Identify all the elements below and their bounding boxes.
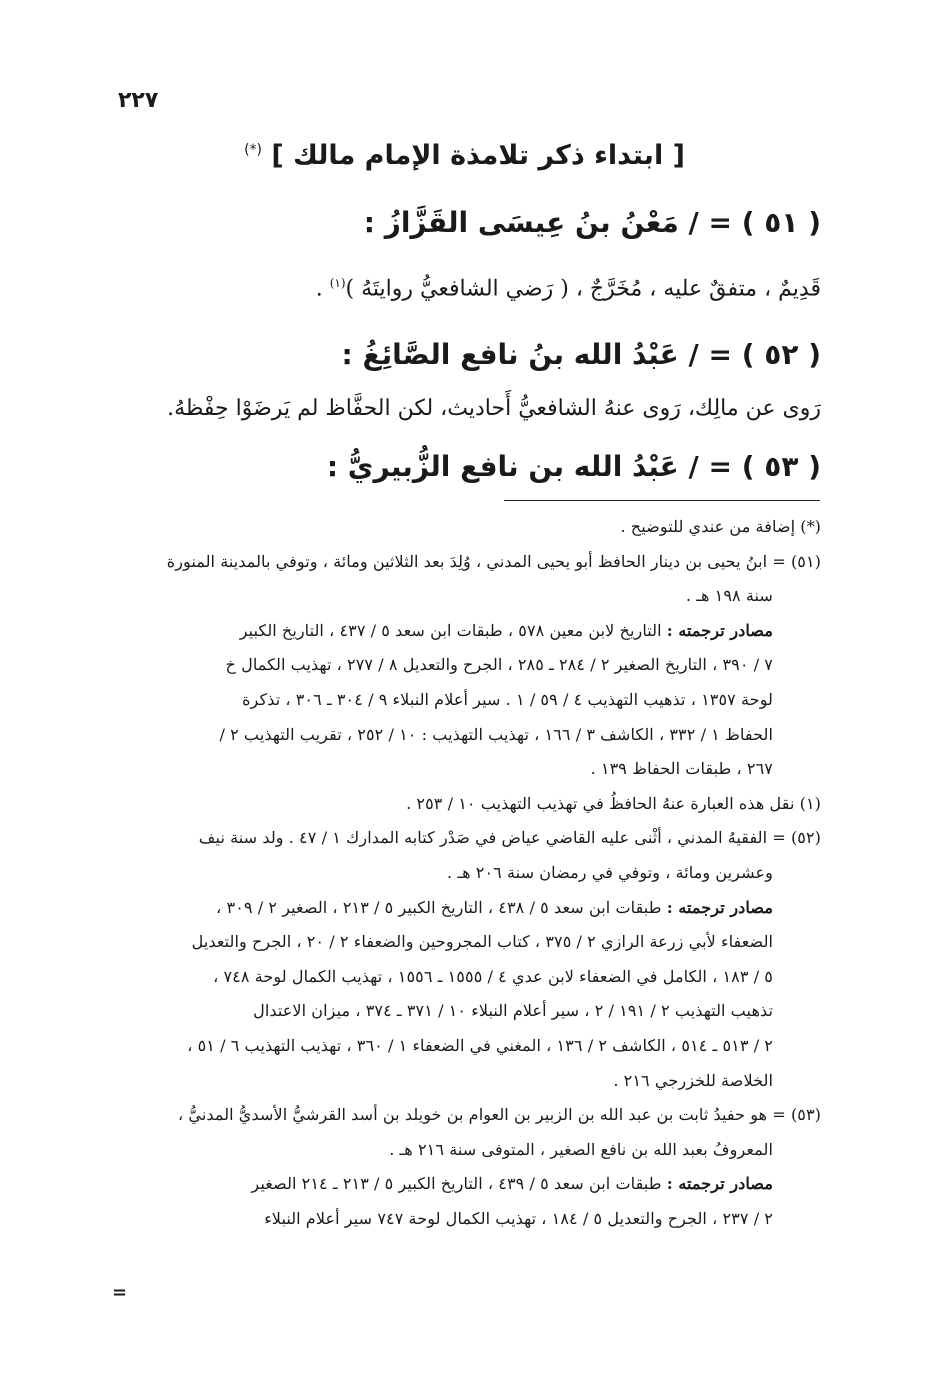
footnote-line: المعروفُ بعبد الله بن نافع الصغير ، المتوفى سنة ٢١٦ هـ . [389, 1139, 773, 1159]
sources-label: مصادر ترجمته : [666, 620, 773, 640]
footnote-line: الحفاظ ١ / ٣٣٢ ، الكاشف ٣ / ١٦٦ ، تهذيب التهذيب : ١٠ / ٢٥٢ ، تقريب التهذيب ٢ / [219, 724, 773, 744]
continuation-mark: = [112, 1282, 128, 1303]
footnote-line: تذهيب التهذيب ٢ / ١٩١ / ٢ ، سير أعلام النبلاء ١٠ / ٣٧١ ـ ٣٧٤ ، ميزان الاعتدال [253, 1001, 773, 1021]
footnote-line: (٥٣) = هو حفيدُ ثابت بن عبد الله بن الزبير بن العوام بن خويلد بن أسد القرشيُّ الأسديُّ المدنيُّ ، [178, 1105, 821, 1125]
entry-51-footnote-marker: (١) [329, 276, 346, 290]
entry-51-body-end: . [315, 276, 330, 302]
footnote-line: الضعفاء لأبي زرعة الرازي ٢ / ٣٧٥ ، كتاب المجروحين والضعفاء ٢ / ٢٠ ، الجرح والتعديل [191, 932, 773, 952]
footnote-line: الخلاصة للخزرجي ٢١٦ . [613, 1070, 773, 1090]
footnote-line: ٧ / ٣٩٠ ، التاريخ الصغير ٢ / ٢٨٤ ـ ٢٨٥ ، الجرح والتعديل ٨ / ٢٧٧ ، تهذيب الكمال خ [225, 655, 773, 675]
section-title [240, 140, 689, 171]
sources-label: مصادر ترجمته : [666, 897, 773, 917]
footnotes [138, 510, 821, 1236]
footnote-line: ٥ / ١٨٣ ، الكامل في الضعفاء لابن عدي ٤ / ١٥٥٥ ـ ١٥٥٦ ، تهذيب الكمال لوحة ٧٤٨ ، [213, 966, 773, 986]
entry-51-heading: ( ٥١ ) = / مَعْنُ بنُ عِيسَى القَزَّازُ : [363, 206, 821, 239]
footnote-line: ٢ / ٥١٣ ـ ٥١٤ ، الكاشف ٢ / ١٣٦ ، المغني في الضعفاء ١ / ٣٦٠ ، تهذيب التهذيب ٦ / ٥١ ، [187, 1035, 773, 1055]
entry-52-body: رَوى عن مالِك، رَوى عنهُ الشافعيُّ أَحاديث، لكن الحفَّاظ لم يَرضَوْا حِفْظهُ. [167, 396, 821, 421]
section-title-note-marker: (*) [244, 142, 262, 158]
footnote-line: (*) إضافة من عندي للتوضيح . [620, 517, 821, 536]
entry-53-heading: ( ٥٣ ) = / عَبْدُ الله بن نافع الزُّبيريُّ : [326, 450, 821, 483]
footnote-line: وعشرين ومائة ، وتوفي في رمضان سنة ٢٠٦ هـ . [447, 862, 773, 882]
entry-52-heading: ( ٥٢ ) = / عَبْدُ الله بنُ نافع الصَّائِغُ : [341, 338, 821, 371]
footnote-line: مصادر ترجمته : طبقات ابن سعد ٥ / ٤٣٩ ، التاريخ الكبير ٥ / ٢١٣ ـ ٢١٤ الصغير [251, 1174, 773, 1194]
entry-51-body [120, 276, 821, 301]
footnote-line: لوحة ١٣٥٧ ، تذهيب التهذيب ٤ / ٥٩ / ١ . سير أعلام النبلاء ٩ / ٣٠٤ ـ ٣٠٦ ، تذكرة [242, 689, 773, 709]
footnote-line: مصادر ترجمته : التاريخ لابن معين ٥٧٨ ، طبقات ابن سعد ٥ / ٤٣٧ ، التاريخ الكبير [239, 620, 773, 640]
footnote-line: (٥١) = ابنُ يحيى بن دينار الحافظ أبو يحيى المدني ، وُلِدَ بعد الثلاثين ومائة ، وتوفي بالمدينة المنورة [166, 551, 821, 571]
footnote-line: سنة ١٩٨ هـ . [685, 586, 773, 606]
footnote-line: مصادر ترجمته : طبقات ابن سعد ٥ / ٤٣٨ ، التاريخ الكبير ٥ / ٢١٣ ، الصغير ٢ / ٣٠٩ ، [216, 897, 773, 917]
footnote-line: ٢ / ٢٣٧ ، الجرح والتعديل ٥ / ١٨٤ ، تهذيب الكمال لوحة ٧٤٧ سير أعلام النبلاء [264, 1208, 773, 1228]
footnote-line: ٢٦٧ ، طبقات الحفاظ ١٣٩ . [590, 759, 773, 779]
page-number: ٢٢٧ [118, 88, 159, 113]
section-title-text: [ ابتداء ذكر تلامذة الإمام مالك ] [271, 140, 685, 171]
sources-label: مصادر ترجمته : [666, 1174, 773, 1194]
footnote-divider [504, 500, 820, 501]
entry-51-body-text: قَدِيمٌ ، متفقٌ عليه ، مُخَرَّجٌ ، ( رَضي الشافعيُّ روايتَهُ ) [345, 276, 821, 302]
footnote-line: (٥٢) = الفقيهُ المدني ، أثْنى عليه القاضي عياض في صَدْر كتابه المدارك ١ / ٤٧ . ولد سنة نيف [198, 828, 821, 848]
footnote-line: (١) نقل هذه العبارة عنهُ الحافظُ في تهذيب التهذيب ١٠ / ٢٥٣ . [406, 793, 821, 813]
